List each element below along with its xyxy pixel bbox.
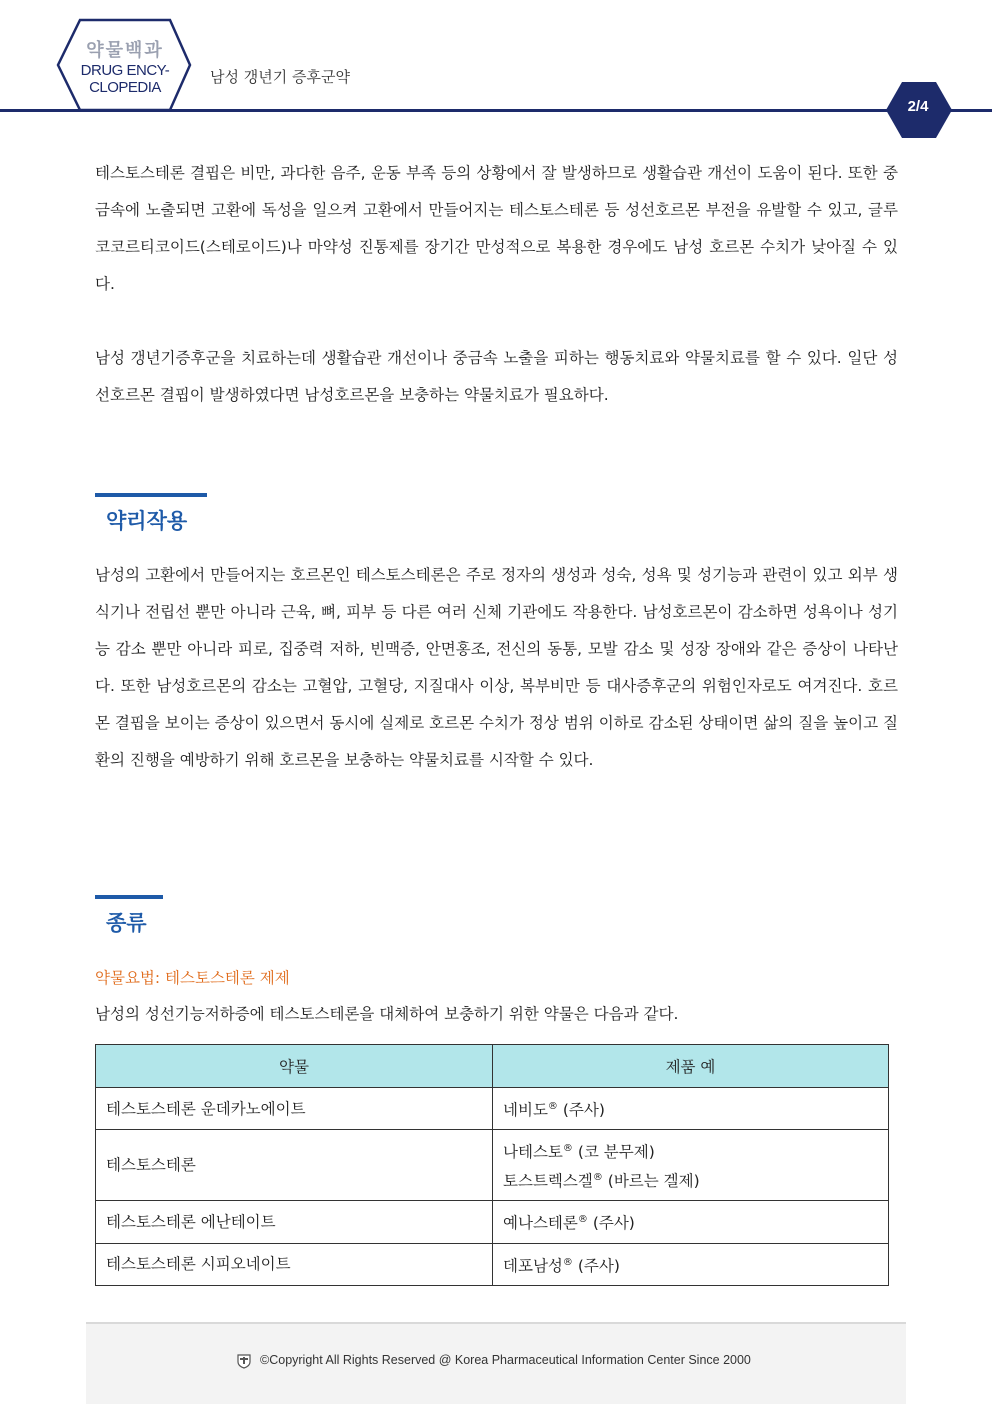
product-name: 네비도 (503, 1101, 548, 1120)
registered-mark: ® (592, 1172, 603, 1184)
table-header-row (96, 1045, 889, 1088)
product-form: (코 분무제) (577, 1143, 655, 1162)
section-bar-pharmacology (95, 493, 207, 497)
logo-english-line1: DRUG ENCY- (80, 62, 170, 79)
pharmacology-paragraph: 남성의 고환에서 만들어지는 호르몬인 테스토스테론은 주로 정자의 생성과 성숙, 성욕 및 성기능과 관련이 있고 외부 생식기나 전립선 뿐만 아니라 근육, 뼈, 피부 등 다른 여러 신체 기관에도 작용한다. 남성호르몬이 감소하면 성욕이나 성기능 감소 뿐만 아니라 피로, 집중력 저하, 빈맥증, 안면홍조, 전신의 동통, 모발 감소 및 성장 장애와 같은 증상이 나타난다. 또한 남성호르몬의 감소는 고혈압, 고혈당, 지질대사 이상, 복부비만 등 대사증후군의 위험인자로도 여겨진다. 호르몬 결핍을 보이는 증상이 있으면서 동시에 실제로 호르몬 수치가 정상 범위 이하로 감소된 상태이면 삶의 질을 높이고 질환의 진행을 예방하기 위해 호르몬을 보충하는 약물치료를 시작할 수 있다. (95, 566, 898, 769)
logo (60, 40, 190, 96)
section-title-types: 종류 (106, 911, 147, 935)
product-name: 토스트렉스겔 (503, 1172, 593, 1191)
logo-korean: 약물백과 (86, 40, 164, 61)
product-line (503, 1165, 878, 1194)
registered-mark: ® (562, 1143, 573, 1155)
registered-mark: ® (547, 1101, 558, 1112)
product-line (503, 1136, 878, 1165)
product-cell (493, 1130, 889, 1201)
product-form: (주사) (592, 1214, 635, 1233)
drug-name: 테스토스테론 에난테이트 (96, 1201, 493, 1243)
copyright-text: ©Copyright All Rights Reserved @ Korea Pharmaceutical Information Center Since 2000 (260, 1353, 751, 1367)
drug-name: 테스토스테론 (96, 1130, 493, 1201)
types-intro: 남성의 성선기능저하증에 테스토스테론을 대체하여 보충하기 위한 약물은 다음과 같다. (95, 1005, 679, 1023)
product-form: (주사) (562, 1101, 605, 1120)
table-row (96, 1243, 889, 1285)
intro-paragraph-2: 남성 갱년기증후군을 치료하는데 생활습관 개선이나 중금속 노출을 피하는 행동치료와 약물치료를 할 수 있다. 일단 성선호르몬 결핍이 발생하였다면 남성호르몬을 보충하는 약물치료가 필요하다. (95, 349, 898, 404)
therapy-subtitle: 약물요법: 테스토스테론 제제 (95, 969, 290, 987)
table-row (96, 1130, 889, 1201)
product-cell (493, 1201, 889, 1243)
product-name: 예나스테론 (503, 1214, 578, 1233)
drug-name: 테스토스테론 운데카노에이트 (96, 1088, 493, 1130)
table-row (96, 1201, 889, 1243)
document-title: 남성 갱년기 증후군약 (210, 68, 350, 86)
table-row (96, 1088, 889, 1130)
product-form: (주사) (577, 1256, 620, 1275)
section-bar-types (95, 895, 163, 899)
product-cell (493, 1243, 889, 1285)
drug-table (95, 1044, 889, 1286)
product-form: (바르는 겔제) (607, 1172, 700, 1191)
drug-name: 테스토스테론 시피오네이트 (96, 1243, 493, 1285)
intro-paragraph-1: 테스토스테론 결핍은 비만, 과다한 음주, 운동 부족 등의 상황에서 잘 발생하므로 생활습관 개선이 도움이 된다. 또한 중금속에 노출되면 고환에 독성을 일으켜 고환에서 만들어지는 테스토스테론 등 성선호르몬 부전을 유발할 수 있고, 글루코코르티코이드(스테로이드)나 마약성 진통제를 장기간 만성적으로 복용한 경우에도 남성 호르몬 수치가 낮아질 수 있다. (95, 164, 898, 293)
shield-logo-icon (236, 1353, 252, 1369)
page-header (0, 0, 992, 140)
product-name: 데포남성 (503, 1256, 563, 1275)
header-product: 제품 예 (493, 1045, 889, 1088)
header-rule (0, 109, 992, 112)
registered-mark: ® (562, 1256, 573, 1268)
registered-mark: ® (577, 1214, 588, 1226)
header-drug: 약물 (96, 1045, 493, 1088)
page-number: 2/4 (907, 98, 929, 115)
product-cell (493, 1088, 889, 1130)
section-title-pharmacology: 약리작용 (106, 509, 188, 533)
product-name: 나테스토 (503, 1143, 563, 1162)
logo-english-line2: CLOPEDIA (89, 79, 161, 96)
